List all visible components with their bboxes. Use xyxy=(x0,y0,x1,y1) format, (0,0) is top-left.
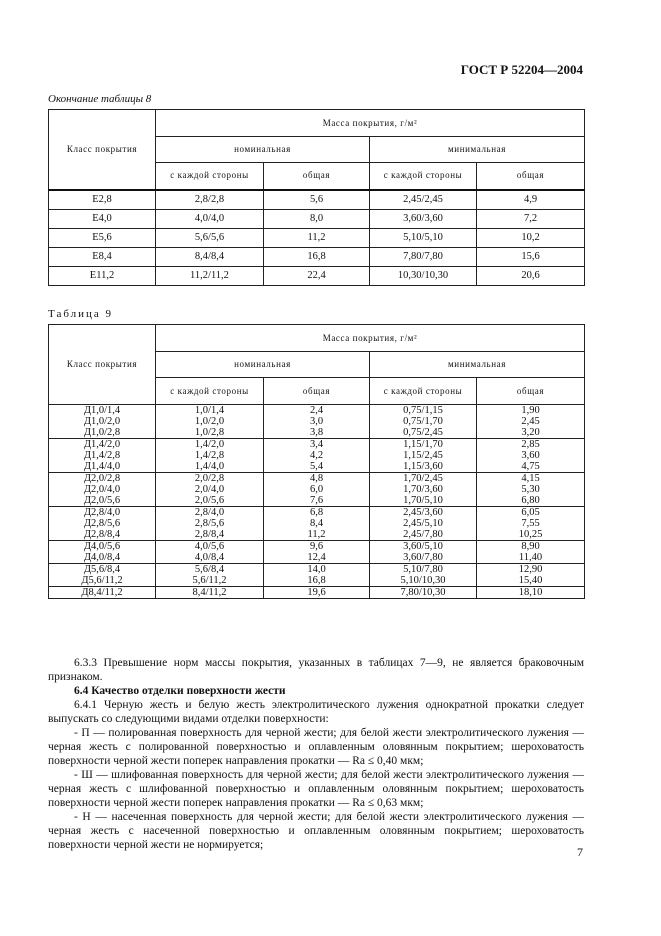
table-cell: Д4,0/8,4 xyxy=(49,552,156,564)
table-row xyxy=(49,552,585,564)
table-row xyxy=(49,564,585,576)
table-cell: 18,10 xyxy=(477,587,585,599)
table-cell: Д2,0/5,6 xyxy=(49,495,156,507)
table-cell: 8,90 xyxy=(477,541,585,553)
table-row xyxy=(49,416,585,427)
table-cell: Д2,0/4,0 xyxy=(49,484,156,495)
table-cell: Д2,8/8,4 xyxy=(49,529,156,541)
table-row xyxy=(49,541,585,553)
table-cell: Д5,6/8,4 xyxy=(49,564,156,576)
table-9 xyxy=(48,324,585,599)
table-cell: Д1,0/2,8 xyxy=(49,427,156,439)
table-cell: Д1,4/2,0 xyxy=(49,439,156,451)
table-cell: 5,10/7,80 xyxy=(370,564,477,576)
table-cell: 12,4 xyxy=(264,552,370,564)
paragraph-p: - П — полированная поверхность для черной жести; для белой жести электролитического лужения — черная жесть с полированной поверхностью и оплавленным оловянным покрытием; шероховатость поверхности черной жести поперек направления прокатки — Ra ≤ 0,40 мкм; xyxy=(48,727,584,767)
table-cell: 20,6 xyxy=(477,266,585,285)
paragraph-6-4-1: 6.4.1 Черную жесть и белую жесть электролитического лужения однократной прокатки следует выпускать со следующими видами отделки поверхности: xyxy=(48,699,584,725)
row-group xyxy=(49,473,585,507)
paragraph-6-3-3: 6.3.3 Превышение норм массы покрытия, указанных в таблицах 7—9, не является браковочным признаком. xyxy=(48,657,584,683)
table-cell: Е5,6 xyxy=(49,228,156,247)
table-cell: 1,70/2,45 xyxy=(370,473,477,485)
table-cell: 7,55 xyxy=(477,518,585,529)
table-cell: 2,8/5,6 xyxy=(156,518,264,529)
table-cell: 3,60/7,80 xyxy=(370,552,477,564)
col-total: общая xyxy=(264,163,370,190)
table-cell: 10,30/10,30 xyxy=(370,266,477,285)
table-cell: Д1,4/4,0 xyxy=(49,461,156,473)
table-cell: 1,4/2,8 xyxy=(156,450,264,461)
table-cell: 16,8 xyxy=(264,247,370,266)
col-total: общая xyxy=(264,378,370,405)
page-number: 7 xyxy=(577,845,583,859)
table-cell: 7,80/10,30 xyxy=(370,587,477,599)
table-cell: 2,45/7,80 xyxy=(370,529,477,541)
table-cell: 10,2 xyxy=(477,228,585,247)
table-cell: 12,90 xyxy=(477,564,585,576)
col-each: с каждой стороны xyxy=(156,378,264,405)
table-cell: 5,4 xyxy=(264,461,370,473)
section-text xyxy=(48,656,584,852)
table-row xyxy=(49,518,585,529)
table-cell: 2,45/5,10 xyxy=(370,518,477,529)
table-cell: 2,0/2,8 xyxy=(156,473,264,485)
col-total: общая xyxy=(477,163,585,190)
table-cell: 5,6/11,2 xyxy=(156,575,264,587)
table-8 xyxy=(48,109,585,286)
table-cell: 4,0/8,4 xyxy=(156,552,264,564)
table-cell: Д5,6/11,2 xyxy=(49,575,156,587)
table-row xyxy=(49,427,585,439)
table-cell: 5,10/10,30 xyxy=(370,575,477,587)
table-cell: 2,45 xyxy=(477,416,585,427)
col-each: с каждой стороны xyxy=(370,163,477,190)
col-class: Класс покрытия xyxy=(49,325,156,405)
table-cell: 1,70/3,60 xyxy=(370,484,477,495)
paragraph-sh: - Ш — шлифованная поверхность для черной жести; для белой жести электролитического лужения — черная жесть с шлифованной поверхностью и оплавленным оловянным покрытием; шероховатость поверхности черной жести поперек направления прокатки — Ra ≤ 0,63 мкм; xyxy=(48,769,584,809)
col-mass: Масса покрытия, г/м² xyxy=(156,110,585,137)
table-cell: 14,0 xyxy=(264,564,370,576)
row-group xyxy=(49,405,585,439)
table-row xyxy=(49,228,585,247)
table-cell: 1,15/1,70 xyxy=(370,439,477,451)
table-cell: 1,15/2,45 xyxy=(370,450,477,461)
table-row xyxy=(49,439,585,451)
table-cell: 8,4/11,2 xyxy=(156,587,264,599)
table9-caption: Таблица 9 xyxy=(48,308,114,320)
col-min: минимальная xyxy=(370,352,585,378)
table-cell: 4,0/5,6 xyxy=(156,541,264,553)
col-nominal: номинальная xyxy=(156,352,370,378)
table-cell: 7,80/7,80 xyxy=(370,247,477,266)
table-cell: 1,15/3,60 xyxy=(370,461,477,473)
table-cell: 1,4/4,0 xyxy=(156,461,264,473)
table-cell: 8,0 xyxy=(264,209,370,228)
table-cell: 1,0/1,4 xyxy=(156,405,264,417)
table-cell: 5,6 xyxy=(264,190,370,210)
table-cell: 15,6 xyxy=(477,247,585,266)
table-cell: 10,25 xyxy=(477,529,585,541)
table-cell: 8,4/8,4 xyxy=(156,247,264,266)
table-cell: 3,60/5,10 xyxy=(370,541,477,553)
table-cell: 3,60 xyxy=(477,450,585,461)
table-cell: 2,45/3,60 xyxy=(370,507,477,519)
col-each: с каждой стороны xyxy=(370,378,477,405)
table-row xyxy=(49,209,585,228)
table-cell: 11,2 xyxy=(264,529,370,541)
table-cell: 22,4 xyxy=(264,266,370,285)
table-cell: 2,45/2,45 xyxy=(370,190,477,210)
row-group xyxy=(49,587,585,599)
table-cell: Д2,8/4,0 xyxy=(49,507,156,519)
table-cell: 8,4 xyxy=(264,518,370,529)
table-cell: 4,8 xyxy=(264,473,370,485)
table-cell: 5,6/8,4 xyxy=(156,564,264,576)
table-cell: 3,4 xyxy=(264,439,370,451)
table-cell: 5,30 xyxy=(477,484,585,495)
table-cell: 6,05 xyxy=(477,507,585,519)
table-cell: 4,9 xyxy=(477,190,585,210)
table-cell: 5,10/5,10 xyxy=(370,228,477,247)
table-cell: 7,6 xyxy=(264,495,370,507)
table-cell: 16,8 xyxy=(264,575,370,587)
table-row xyxy=(49,587,585,599)
table-cell: 9,6 xyxy=(264,541,370,553)
table-cell: 15,40 xyxy=(477,575,585,587)
col-min: минимальная xyxy=(370,137,585,163)
table-cell: Д8,4/11,2 xyxy=(49,587,156,599)
table-cell: 2,0/4,0 xyxy=(156,484,264,495)
table-cell: 7,2 xyxy=(477,209,585,228)
table-row xyxy=(49,529,585,541)
table-cell: 6,8 xyxy=(264,507,370,519)
table-cell: 2,85 xyxy=(477,439,585,451)
table-cell: Д2,8/5,6 xyxy=(49,518,156,529)
row-group xyxy=(49,439,585,473)
table-row xyxy=(49,405,585,417)
table-row xyxy=(49,484,585,495)
table-cell: 3,20 xyxy=(477,427,585,439)
table-cell: 2,8/8,4 xyxy=(156,529,264,541)
table-cell: 3,8 xyxy=(264,427,370,439)
table-cell: 2,4 xyxy=(264,405,370,417)
row-group xyxy=(49,564,585,587)
table-cell: Е4,0 xyxy=(49,209,156,228)
table-row xyxy=(49,507,585,519)
table-cell: Д4,0/5,6 xyxy=(49,541,156,553)
table-cell: 4,75 xyxy=(477,461,585,473)
table-cell: 6,80 xyxy=(477,495,585,507)
document-code: ГОСТ Р 52204—2004 xyxy=(460,62,583,77)
table-cell: 1,4/2,0 xyxy=(156,439,264,451)
table-row xyxy=(49,495,585,507)
table-cell: 1,90 xyxy=(477,405,585,417)
table-cell: Д1,4/2,8 xyxy=(49,450,156,461)
table-cell: Е8,4 xyxy=(49,247,156,266)
table-cell: 0,75/2,45 xyxy=(370,427,477,439)
table-row xyxy=(49,266,585,285)
table-cell: 11,2 xyxy=(264,228,370,247)
table-cell: 4,15 xyxy=(477,473,585,485)
table-cell: Д1,0/2,0 xyxy=(49,416,156,427)
table-row xyxy=(49,461,585,473)
table-cell: 2,0/5,6 xyxy=(156,495,264,507)
col-mass: Масса покрытия, г/м² xyxy=(156,325,585,352)
table-cell: 1,0/2,0 xyxy=(156,416,264,427)
table-cell: Д2,0/2,8 xyxy=(49,473,156,485)
table-row xyxy=(49,473,585,485)
table-cell: Д1,0/1,4 xyxy=(49,405,156,417)
row-group xyxy=(49,541,585,564)
table-cell: 4,2 xyxy=(264,450,370,461)
col-nominal: номинальная xyxy=(156,137,370,163)
table-cell: 5,6/5,6 xyxy=(156,228,264,247)
table-row xyxy=(49,450,585,461)
table-cell: 2,8/2,8 xyxy=(156,190,264,210)
table-cell: Е2,8 xyxy=(49,190,156,210)
table-cell: 19,6 xyxy=(264,587,370,599)
col-each: с каждой стороны xyxy=(156,163,264,190)
table-cell: 2,8/4,0 xyxy=(156,507,264,519)
table-cell: 3,0 xyxy=(264,416,370,427)
table-cell: 11,2/11,2 xyxy=(156,266,264,285)
table-row xyxy=(49,247,585,266)
table-cell: 1,0/2,8 xyxy=(156,427,264,439)
table-cell: 0,75/1,15 xyxy=(370,405,477,417)
table-cell: 4,0/4,0 xyxy=(156,209,264,228)
table-cell: 3,60/3,60 xyxy=(370,209,477,228)
row-group xyxy=(49,507,585,541)
table-cell: Е11,2 xyxy=(49,266,156,285)
heading-6-4: 6.4 Качество отделки поверхности жести xyxy=(74,685,286,697)
table-cell: 1,70/5,10 xyxy=(370,495,477,507)
col-class: Класс покрытия xyxy=(49,110,156,190)
paragraph-n: - Н — насеченная поверхность для черной жести; для белой жести электролитического лужения — черная жесть с насеченной поверхностью и оплавленным оловянным покрытием; шероховатость поверхности черной жести не нормируется; xyxy=(48,811,584,851)
col-total: общая xyxy=(477,378,585,405)
table-cell: 11,40 xyxy=(477,552,585,564)
table-cell: 6,0 xyxy=(264,484,370,495)
table-cell: 0,75/1,70 xyxy=(370,416,477,427)
table-row xyxy=(49,190,585,210)
table8-caption: Окончание таблицы 8 xyxy=(48,93,152,105)
table-row xyxy=(49,575,585,587)
